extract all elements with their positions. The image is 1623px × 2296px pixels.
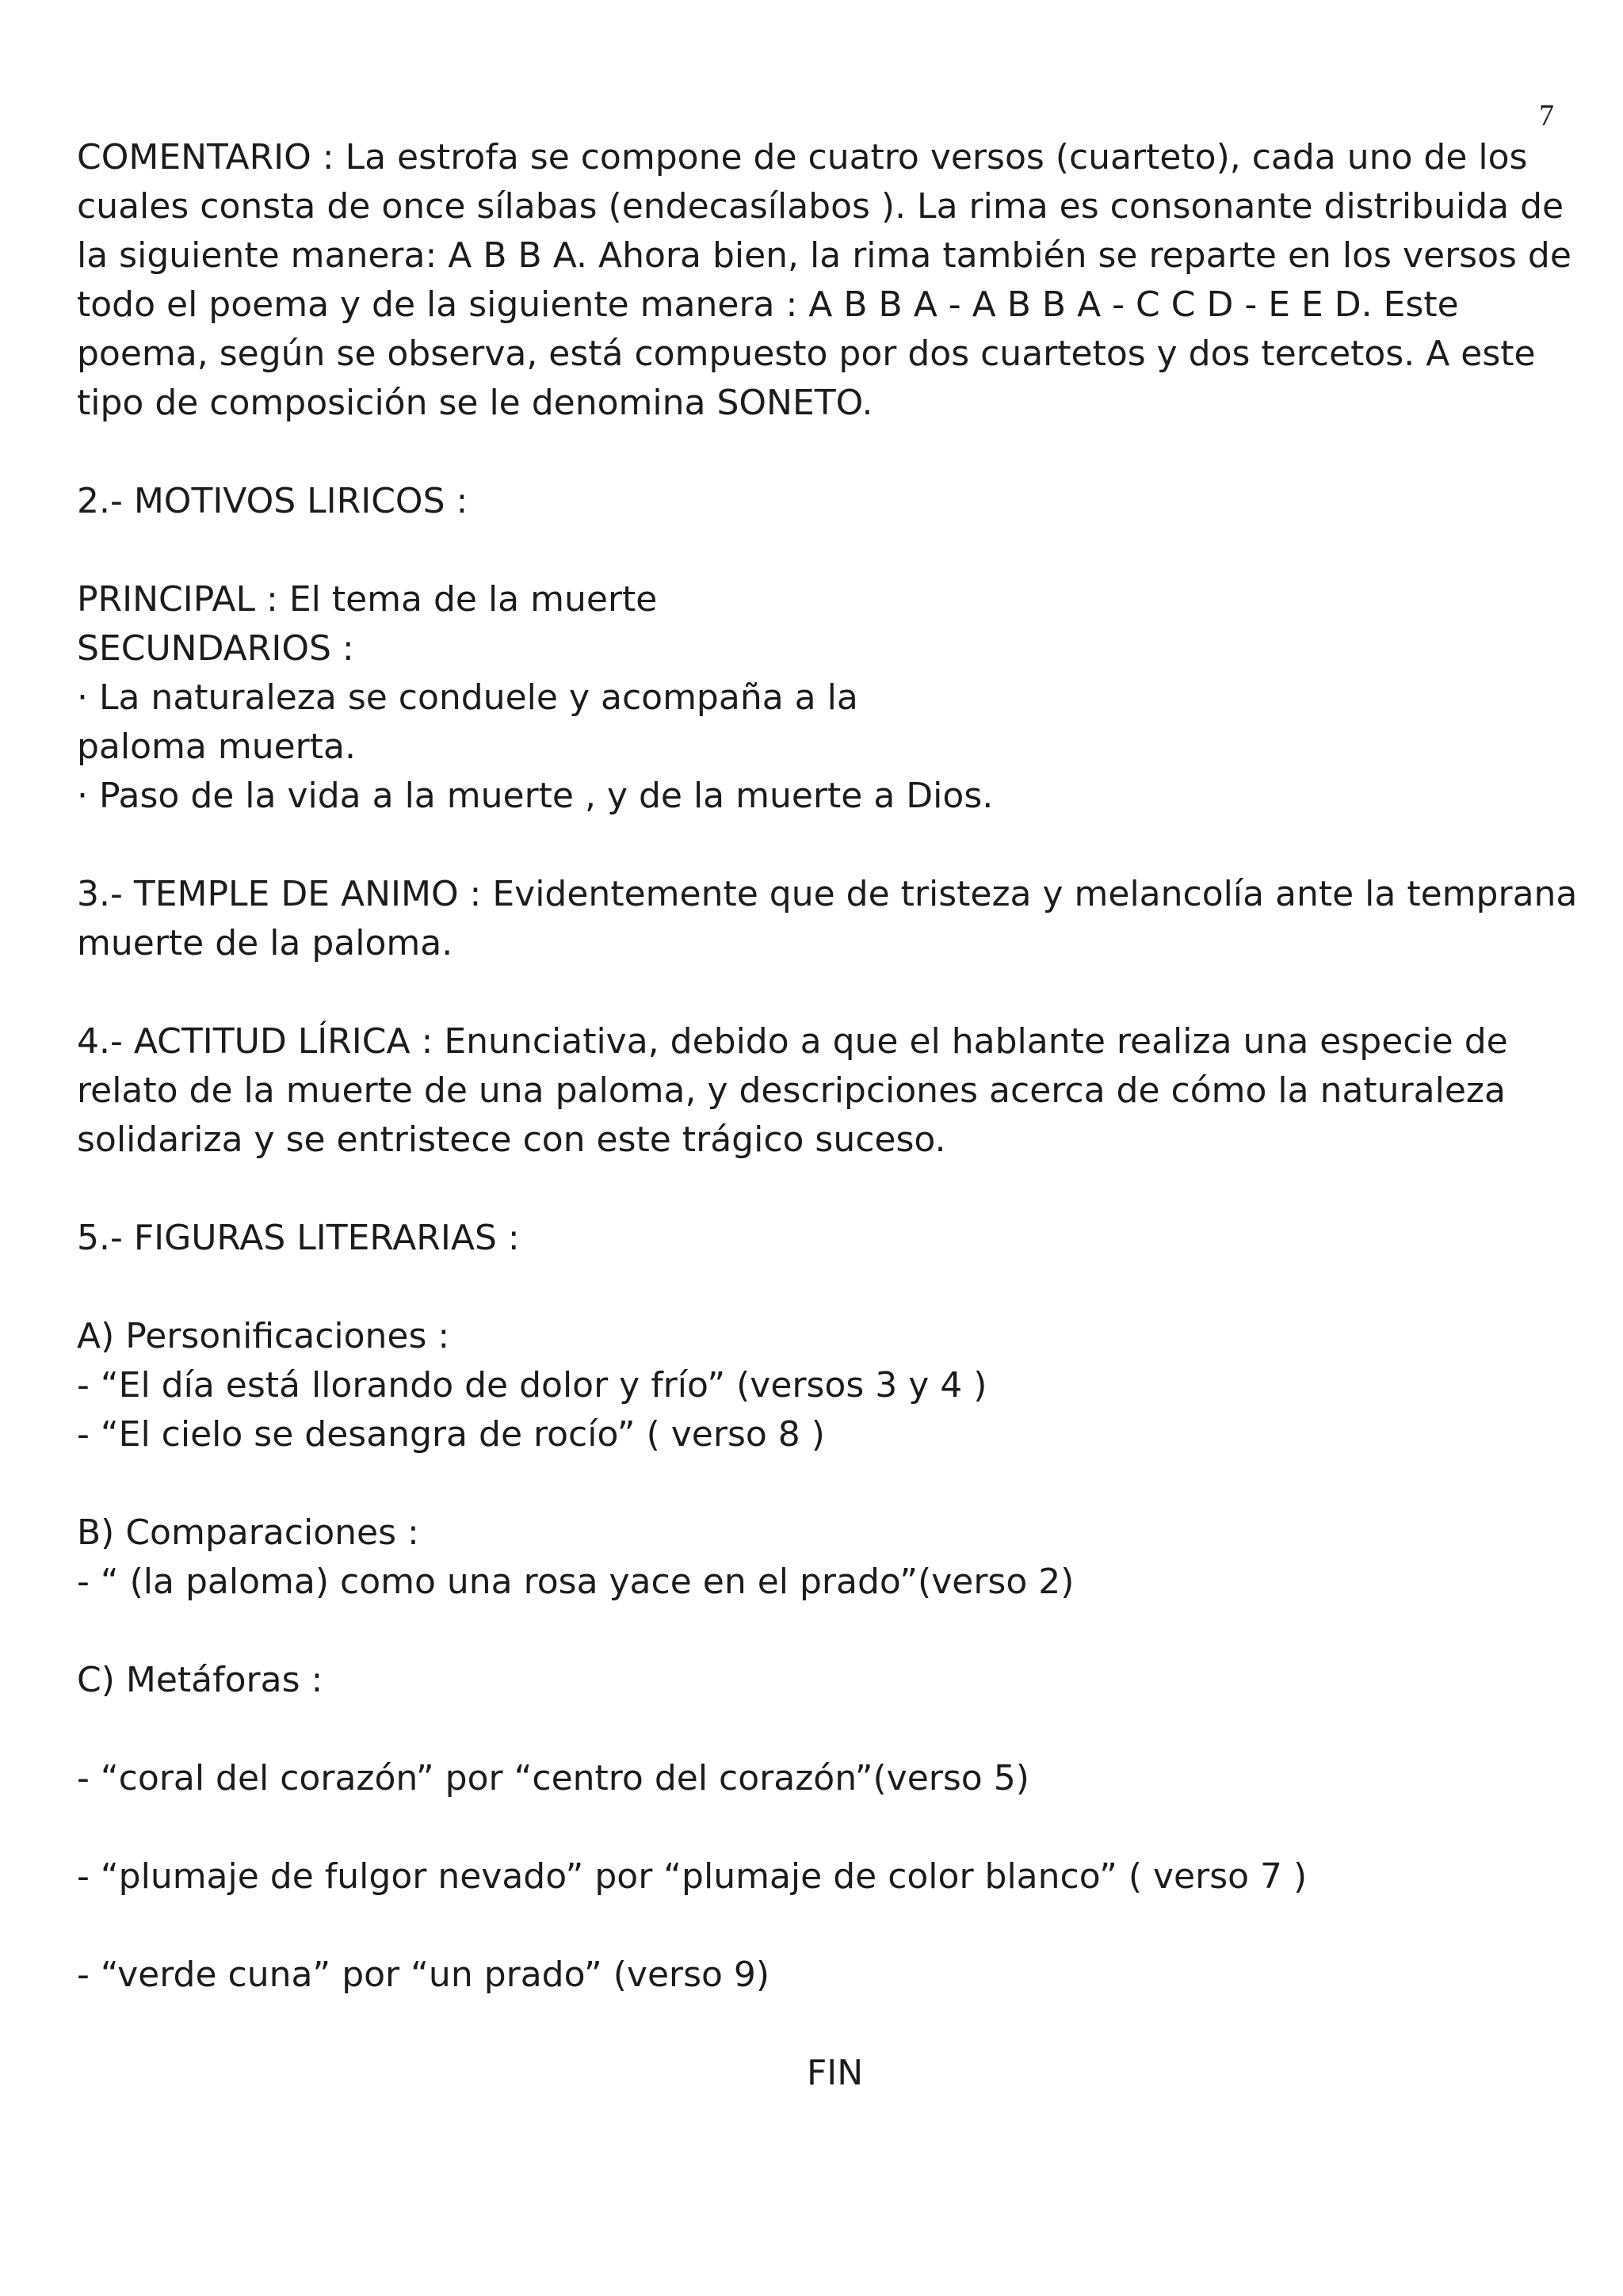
motivo-secundario-1-cont: paloma muerta. (77, 727, 356, 767)
metafora-1: - “coral del corazón” por “centro del corazón”(verso 5) (77, 1758, 1029, 1798)
blank-line (77, 1803, 1567, 1852)
comentario-line-2: cuales consta de once sílabas (endecasílabos ). La rima es consonante distribuida de (77, 186, 1564, 227)
blank-line (77, 1459, 1567, 1508)
comparacion-1: - “ (la paloma) como una rosa yace en el prado”(verso 2) (77, 1562, 1075, 1602)
section-heading-figuras: 5.- FIGURAS LITERARIAS : (77, 1218, 520, 1258)
subheading-personificaciones: A) Personificaciones : (77, 1316, 450, 1356)
blank-line (77, 968, 1567, 1017)
metafora-3: - “verde cuna” por “un prado” (verso 9) (77, 1955, 770, 1995)
section-temple-line-2: muerte de la paloma. (77, 923, 453, 963)
section-actitud-line-2: relato de la muerte de una paloma, y descripciones acerca de cómo la naturaleza (77, 1070, 1506, 1111)
motivo-secundario-1: · La naturaleza se conduele y acompaña a la (77, 677, 858, 718)
subheading-comparaciones: B) Comparaciones : (77, 1512, 419, 1553)
comentario-line-5: poema, según se observa, está compuesto por dos cuartetos y dos tercetos. A este (77, 334, 1536, 374)
comentario-line-3: la siguiente manera: A B B A. Ahora bien, la rima también se reparte en los versos de (77, 235, 1571, 276)
comentario-line-1: COMENTARIO : La estrofa se compone de cuatro versos (cuarteto), cada uno de los (77, 137, 1528, 177)
comentario-line-4: todo el poema y de la siguiente manera : A B B A - A B B A - C C D - E E D. Este (77, 284, 1459, 325)
section-actitud-line-3: solidariza y se entristece con este trágico suceso. (77, 1119, 946, 1160)
blank-line (77, 1607, 1567, 1656)
blank-line (77, 1901, 1567, 1951)
section-actitud-line-1: 4.- ACTITUD LÍRICA : Enunciativa, debido a que el hablante realiza una especie de (77, 1021, 1508, 1062)
subheading-metaforas: C) Metáforas : (77, 1660, 323, 1700)
document-body (77, 133, 1578, 2098)
section-temple-line-1: 3.- TEMPLE DE ANIMO : Evidentemente que de tristeza y melancolía ante la temprana (77, 874, 1578, 914)
motivos-secundarios-label: SECUNDARIOS : (77, 628, 354, 669)
blank-line (77, 428, 1567, 477)
motivo-secundario-2: · Paso de la vida a la muerte , y de la muerte a Dios. (77, 776, 994, 816)
section-heading-motivos: 2.- MOTIVOS LIRICOS : (77, 481, 468, 521)
blank-line (77, 2000, 1567, 2049)
metafora-2: - “plumaje de fulgor nevado” por “plumaje de color blanco” ( verso 7 ) (77, 1856, 1308, 1897)
end-marker: FIN (807, 2053, 864, 2093)
blank-line (77, 1263, 1567, 1312)
personificacion-2: - “El cielo se desangra de rocío” ( verso 8 ) (77, 1414, 825, 1455)
blank-line (77, 1705, 1567, 1754)
personificacion-1: - “El día está llorando de dolor y frío” (versos 3 y 4 ) (77, 1365, 987, 1405)
comentario-line-6: tipo de composición se le denomina SONETO. (77, 383, 873, 423)
blank-line (77, 526, 1567, 575)
blank-line (77, 1165, 1567, 1214)
motivo-principal: PRINCIPAL : El tema de la muerte (77, 579, 658, 620)
blank-line (77, 821, 1567, 870)
page-number: 7 (1539, 99, 1554, 132)
